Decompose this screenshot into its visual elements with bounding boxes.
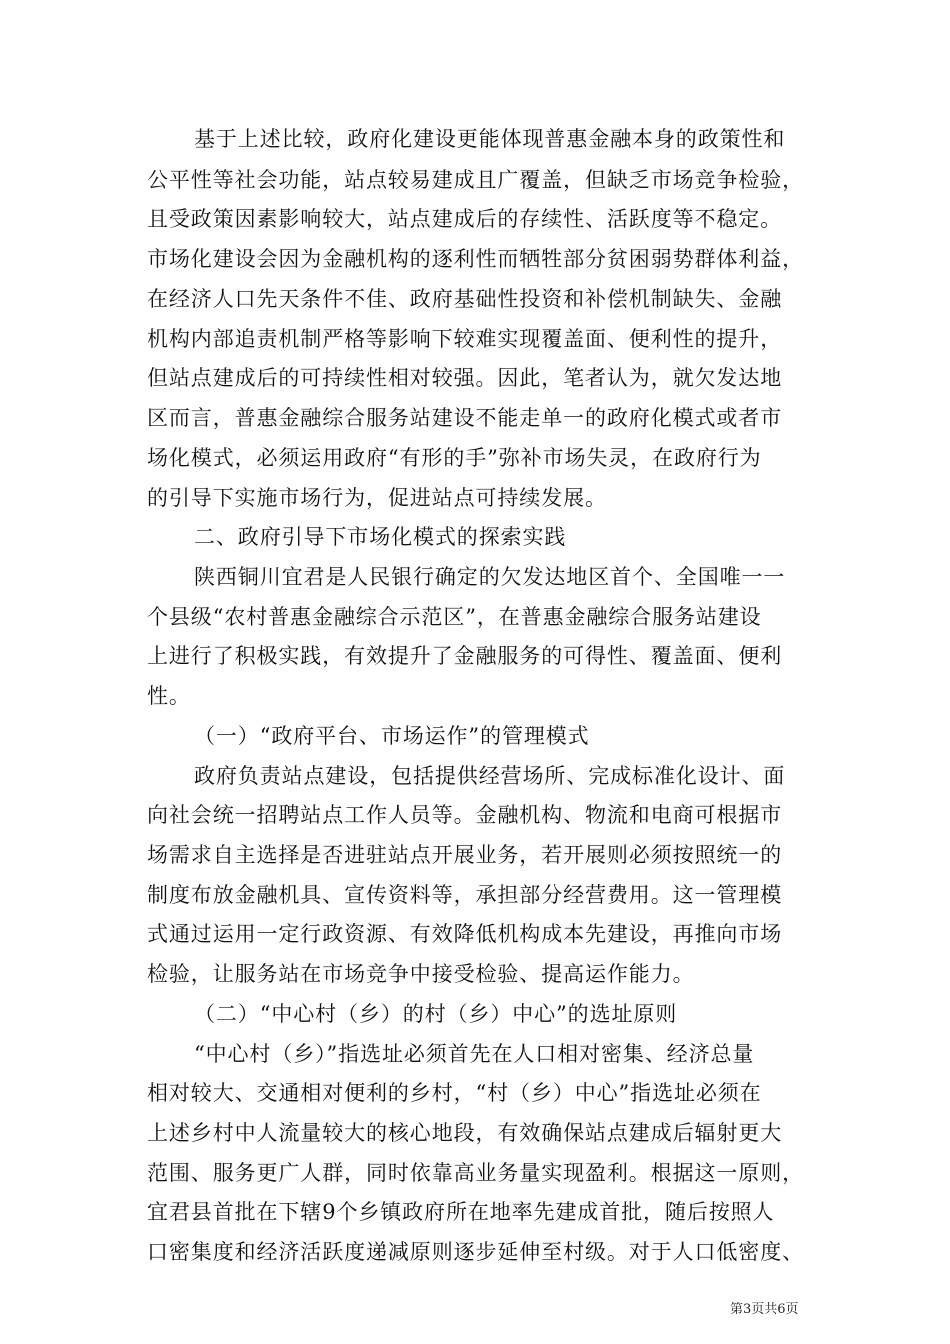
text-line: 且受政策因素影响较大，站点建成后的存续性、活跃度等不稳定。 xyxy=(147,207,783,231)
text-line: 相对较大、交通相对便利的乡村，“村（乡）中心”指选址必须在 xyxy=(147,1081,762,1105)
text-line: “中心村（乡）”指选址必须首先在人口相对密集、经济总量 xyxy=(194,1042,755,1066)
text-line: 制度布放金融机具、宣传资料等，承担部分经营费用。这一管理模 xyxy=(147,883,783,907)
text-line: 但站点建成后的可持续性相对较强。因此，笔者认为，就欠发达地 xyxy=(147,366,783,390)
text-line: 机构内部追责机制严格等影响下较难实现覆盖面、便利性的提升， xyxy=(147,327,783,351)
text-line: 政府负责站点建设，包括提供经营场所、完成标准化设计、面 xyxy=(194,764,786,788)
text-line: 向社会统一招聘站点工作人员等。金融机构、物流和电商可根据市 xyxy=(147,803,783,827)
text-line: 宜君县首批在下辖9个乡镇政府所在地率先建成首批，随后按照人 xyxy=(147,1200,775,1224)
text-line: 基于上述比较，政府化建设更能体现普惠金融本身的政策性和 xyxy=(194,127,786,151)
text-line: 场需求自主选择是否进驻站点开展业务，若开展则必须按照统一的 xyxy=(147,843,783,867)
text-line: 口密集度和经济活跃度递减原则逐步延伸至村级。对于人口低密度、 xyxy=(147,1240,804,1264)
text-line: 场化模式，必须运用政府“有形的手”弥补市场失灵，在政府行为 xyxy=(147,446,762,470)
page-number: 第3页共6页 xyxy=(730,1302,799,1317)
text-line: 的引导下实施市场行为，促进站点可持续发展。 xyxy=(147,486,607,510)
text-line: 性。 xyxy=(147,684,191,708)
section-heading: 二、政府引导下市场化模式的探索实践 xyxy=(194,525,567,549)
text-line: 市场化建设会因为金融机构的逐利性而牺牲部分贫困弱势群体利益， xyxy=(147,247,804,271)
text-line: 式通过运用一定行政资源、有效降低机构成本先建设，再推向市场 xyxy=(147,922,783,946)
text-line: 公平性等社会功能，站点较易建成且广覆盖，但缺乏市场竞争检验， xyxy=(147,168,804,192)
subsection-heading: （一）“政府平台、市场运作”的管理模式 xyxy=(194,724,590,748)
subsection-heading: （二）“中心村（乡）的村（乡）中心”的选址原则 xyxy=(194,1002,678,1026)
text-line: 检验，让服务站在市场竞争中接受检验、提高运作能力。 xyxy=(147,962,695,986)
text-line: 在经济人口先天条件不佳、政府基础性投资和补偿机制缺失、金融 xyxy=(147,287,783,311)
text-line: 上进行了积极实践，有效提升了金融服务的可得性、覆盖面、便利 xyxy=(147,644,783,668)
text-line: 陕西铜川宜君是人民银行确定的欠发达地区首个、全国唯一一 xyxy=(194,565,786,589)
text-line: 区而言，普惠金融综合服务站建设不能走单一的政府化模式或者市 xyxy=(147,406,783,430)
text-line: 上述乡村中人流量较大的核心地段，有效确保站点建成后辐射更大 xyxy=(147,1121,783,1145)
text-line: 范围、服务更广人群，同时依靠高业务量实现盈利。根据这一原则， xyxy=(147,1161,804,1185)
text-line: 个县级“农村普惠金融综合示范区”，在普惠金融综合服务站建设 xyxy=(147,605,762,629)
